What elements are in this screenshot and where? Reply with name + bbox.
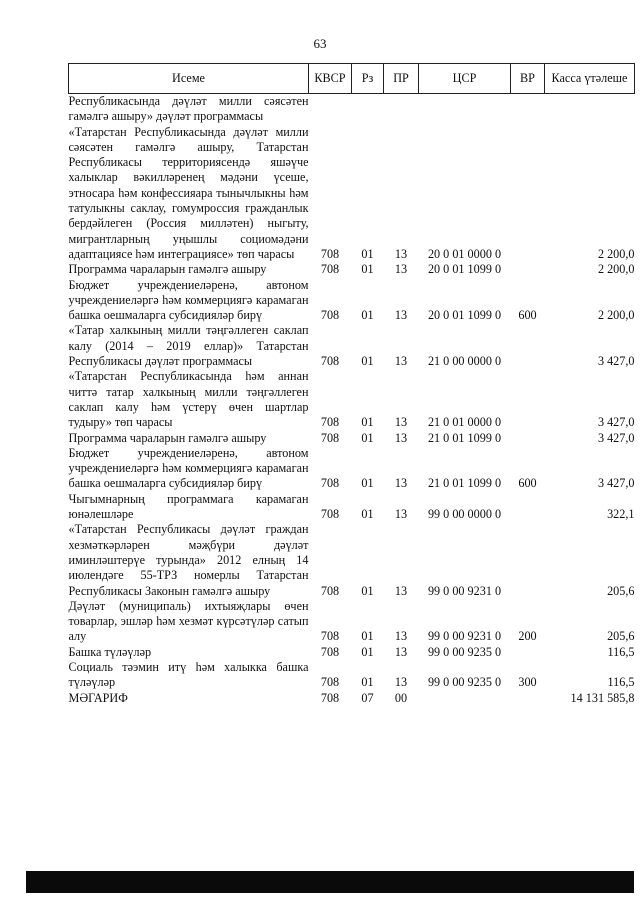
cell-pr: 13 [394, 629, 408, 644]
table-row [69, 446, 635, 492]
column-header-vr: ВР [511, 64, 545, 94]
cell-vr [511, 94, 545, 125]
cell-name: Республикасында дәүләт милли сәясәтен гамәлгә ашыру» дәүләт программасы [68, 94, 309, 124]
cell-pr: 13 [394, 507, 408, 522]
page-number: 63 [313, 36, 327, 51]
cell-vr [511, 369, 545, 430]
cell-csr: 20 0 01 0000 0 [427, 246, 502, 261]
cell-name: Социаль тәэмин итү һәм халыкка башка түләүләр [68, 659, 309, 690]
cell-name: Бюджет учреждениеләренә, автоном учреждениеләргә һәм коммерциягә карамаган башка оешмаларга субсидияләр бирү [68, 277, 309, 323]
table-row [69, 278, 635, 324]
cell-kassa: 2 200,0 [597, 246, 635, 261]
cell-name: Чыгымнарның программага карамаган юнәлешләре [68, 491, 309, 522]
table-row [69, 125, 635, 263]
cell-kassa: 205,6 [607, 629, 635, 644]
cell-kassa: 3 427,0 [597, 476, 635, 491]
cell-csr: 20 0 01 1099 0 [427, 308, 502, 323]
table-row [69, 660, 635, 691]
cell-pr: 13 [394, 583, 408, 598]
cell-kvsr [309, 94, 352, 125]
cell-rz: 01 [361, 308, 374, 323]
cell-rz: 01 [361, 507, 374, 522]
cell-kvsr: 708 [320, 507, 340, 522]
cell-pr [384, 94, 419, 125]
cell-name: Программа чараларын гамәлгә ашыру [68, 430, 267, 445]
cell-kvsr: 708 [320, 354, 340, 369]
table-row [69, 431, 635, 446]
cell-name: «Татар халкының милли тәңгәллеген саклап калу (2014 – 2019 еллар)» Татарстан Республикасы дәүләт программасы [68, 323, 309, 369]
cell-csr: 99 0 00 9235 0 [427, 644, 502, 659]
cell-kassa: 3 427,0 [597, 415, 635, 430]
cell-kassa: 116,5 [607, 675, 635, 690]
cell-name: «Татарстан Республикасында дәүләт милли сәясәтен гамәлгә ашыру, Татарстан Республикасы территориясендә яшәүче халыклар вәкилләренең мәдәни үсеше, этносара һәм конфессияара тынычлыкны һәм татулыкны саклау, гомумроссия гражданлык бердәйлеген (Россия милләтен) ныгыту, мигрантларның уңышлы социомәдәни адаптациясе һәм интеграциясе» төп чарасы [68, 124, 309, 261]
column-header-kvsr: КВСР [309, 64, 352, 94]
cell-csr: 21 0 01 0000 0 [427, 415, 502, 430]
table-row [69, 691, 635, 706]
cell-name: Программа чараларын гамәлгә ашыру [68, 262, 267, 277]
cell-csr: 99 0 00 9231 0 [427, 583, 502, 598]
cell-rz: 01 [361, 644, 374, 659]
cell-pr: 13 [394, 430, 408, 445]
cell-kassa: 116,5 [607, 644, 635, 659]
table-row [69, 492, 635, 523]
cell-pr: 13 [394, 476, 408, 491]
cell-vr: 600 [518, 476, 537, 491]
column-header-rz: Рз [352, 64, 384, 94]
cell-kassa: 205,6 [607, 583, 635, 598]
cell-kassa: 322,1 [607, 507, 635, 522]
cell-name: МӘГАРИФ [68, 690, 128, 705]
cell-kvsr: 708 [320, 476, 340, 491]
cell-pr: 13 [394, 415, 408, 430]
cell-vr [511, 522, 545, 598]
cell-rz: 01 [361, 629, 374, 644]
cell-vr: 600 [518, 308, 537, 323]
cell-vr: 300 [518, 675, 537, 690]
cell-vr [511, 125, 545, 263]
table-header-row [69, 64, 635, 94]
cell-pr: 00 [394, 690, 408, 705]
cell-pr: 13 [394, 308, 408, 323]
cell-vr [511, 323, 545, 369]
cell-rz [352, 94, 384, 125]
table-row [69, 599, 635, 645]
table-row [69, 262, 635, 277]
cell-pr: 13 [394, 675, 408, 690]
table-row [69, 323, 635, 369]
cell-csr: 99 0 00 9235 0 [427, 675, 502, 690]
cell-csr [419, 94, 511, 125]
cell-rz: 01 [361, 415, 374, 430]
cell-name: Бюджет учреждениеләренә, автоном учреждениеләргә һәм коммерциягә карамаган башка оешмаларга субсидияләр бирү [68, 445, 309, 491]
cell-kvsr: 708 [320, 690, 340, 705]
cell-rz: 01 [361, 675, 374, 690]
cell-csr: 21 0 01 1099 0 [427, 476, 502, 491]
scan-bottom-edge [26, 871, 634, 893]
cell-vr [511, 431, 545, 446]
column-header-csr: ЦСР [419, 64, 511, 94]
table-row [69, 369, 635, 430]
cell-kvsr: 708 [320, 415, 340, 430]
cell-rz: 01 [361, 430, 374, 445]
cell-vr [511, 262, 545, 277]
cell-rz: 01 [361, 354, 374, 369]
cell-name: Башка түләүләр [68, 644, 152, 659]
cell-kvsr: 708 [320, 644, 340, 659]
cell-pr: 13 [394, 262, 408, 277]
cell-vr [511, 691, 545, 706]
table-row [69, 522, 635, 598]
cell-csr: 99 0 00 0000 0 [427, 507, 502, 522]
cell-vr: 200 [518, 629, 537, 644]
table-row [69, 645, 635, 660]
cell-kvsr: 708 [320, 246, 340, 261]
cell-kassa: 2 200,0 [597, 308, 635, 323]
table-row [69, 94, 635, 125]
cell-csr: 99 0 00 9231 0 [427, 629, 502, 644]
cell-rz: 01 [361, 246, 374, 261]
cell-csr: 21 0 00 0000 0 [427, 354, 502, 369]
column-header-name: Исеме [69, 64, 309, 94]
cell-kvsr: 708 [320, 675, 340, 690]
cell-vr [511, 645, 545, 660]
cell-name: Дәүләт (муниципаль) ихтыяҗлары өчен товарлар, эшләр һәм хезмәт күрсәтүләр сатып алу [68, 598, 309, 644]
cell-rz: 07 [361, 690, 374, 705]
cell-kvsr: 708 [320, 430, 340, 445]
cell-kassa: 3 427,0 [597, 430, 635, 445]
cell-csr [419, 691, 511, 706]
cell-pr: 13 [394, 246, 408, 261]
cell-kassa: 14 131 585,8 [570, 690, 635, 705]
budget-table [68, 63, 635, 706]
cell-vr [511, 492, 545, 523]
cell-csr: 20 0 01 1099 0 [427, 262, 502, 277]
cell-kassa: 2 200,0 [597, 262, 635, 277]
cell-rz: 01 [361, 583, 374, 598]
cell-kvsr: 708 [320, 583, 340, 598]
column-header-pr: ПР [384, 64, 419, 94]
cell-kvsr: 708 [320, 308, 340, 323]
cell-rz: 01 [361, 262, 374, 277]
cell-name: «Татарстан Республикасы дәүләт граждан хезмәткәрләрен мәҗбүри дәүләт иминләштерүе турында» 2012 елның 14 июлендәге 55-ТРЗ номерлы Татарстан Республикасы Законын гамәлгә ашыру [68, 522, 309, 598]
cell-kassa [545, 94, 635, 125]
cell-kvsr: 708 [320, 262, 340, 277]
cell-rz: 01 [361, 476, 374, 491]
cell-pr: 13 [394, 644, 408, 659]
cell-kassa: 3 427,0 [597, 354, 635, 369]
column-header-kassa: Касса үтәлеше [545, 64, 635, 94]
cell-csr: 21 0 01 1099 0 [427, 430, 502, 445]
cell-kvsr: 708 [320, 629, 340, 644]
cell-name: «Татарстан Республикасында һәм аннан читтә татар халкының милли тәңгәллеген саклап калу һәм үстерү өчен шартлар тудыру» төп чарасы [68, 369, 309, 430]
cell-pr: 13 [394, 354, 408, 369]
